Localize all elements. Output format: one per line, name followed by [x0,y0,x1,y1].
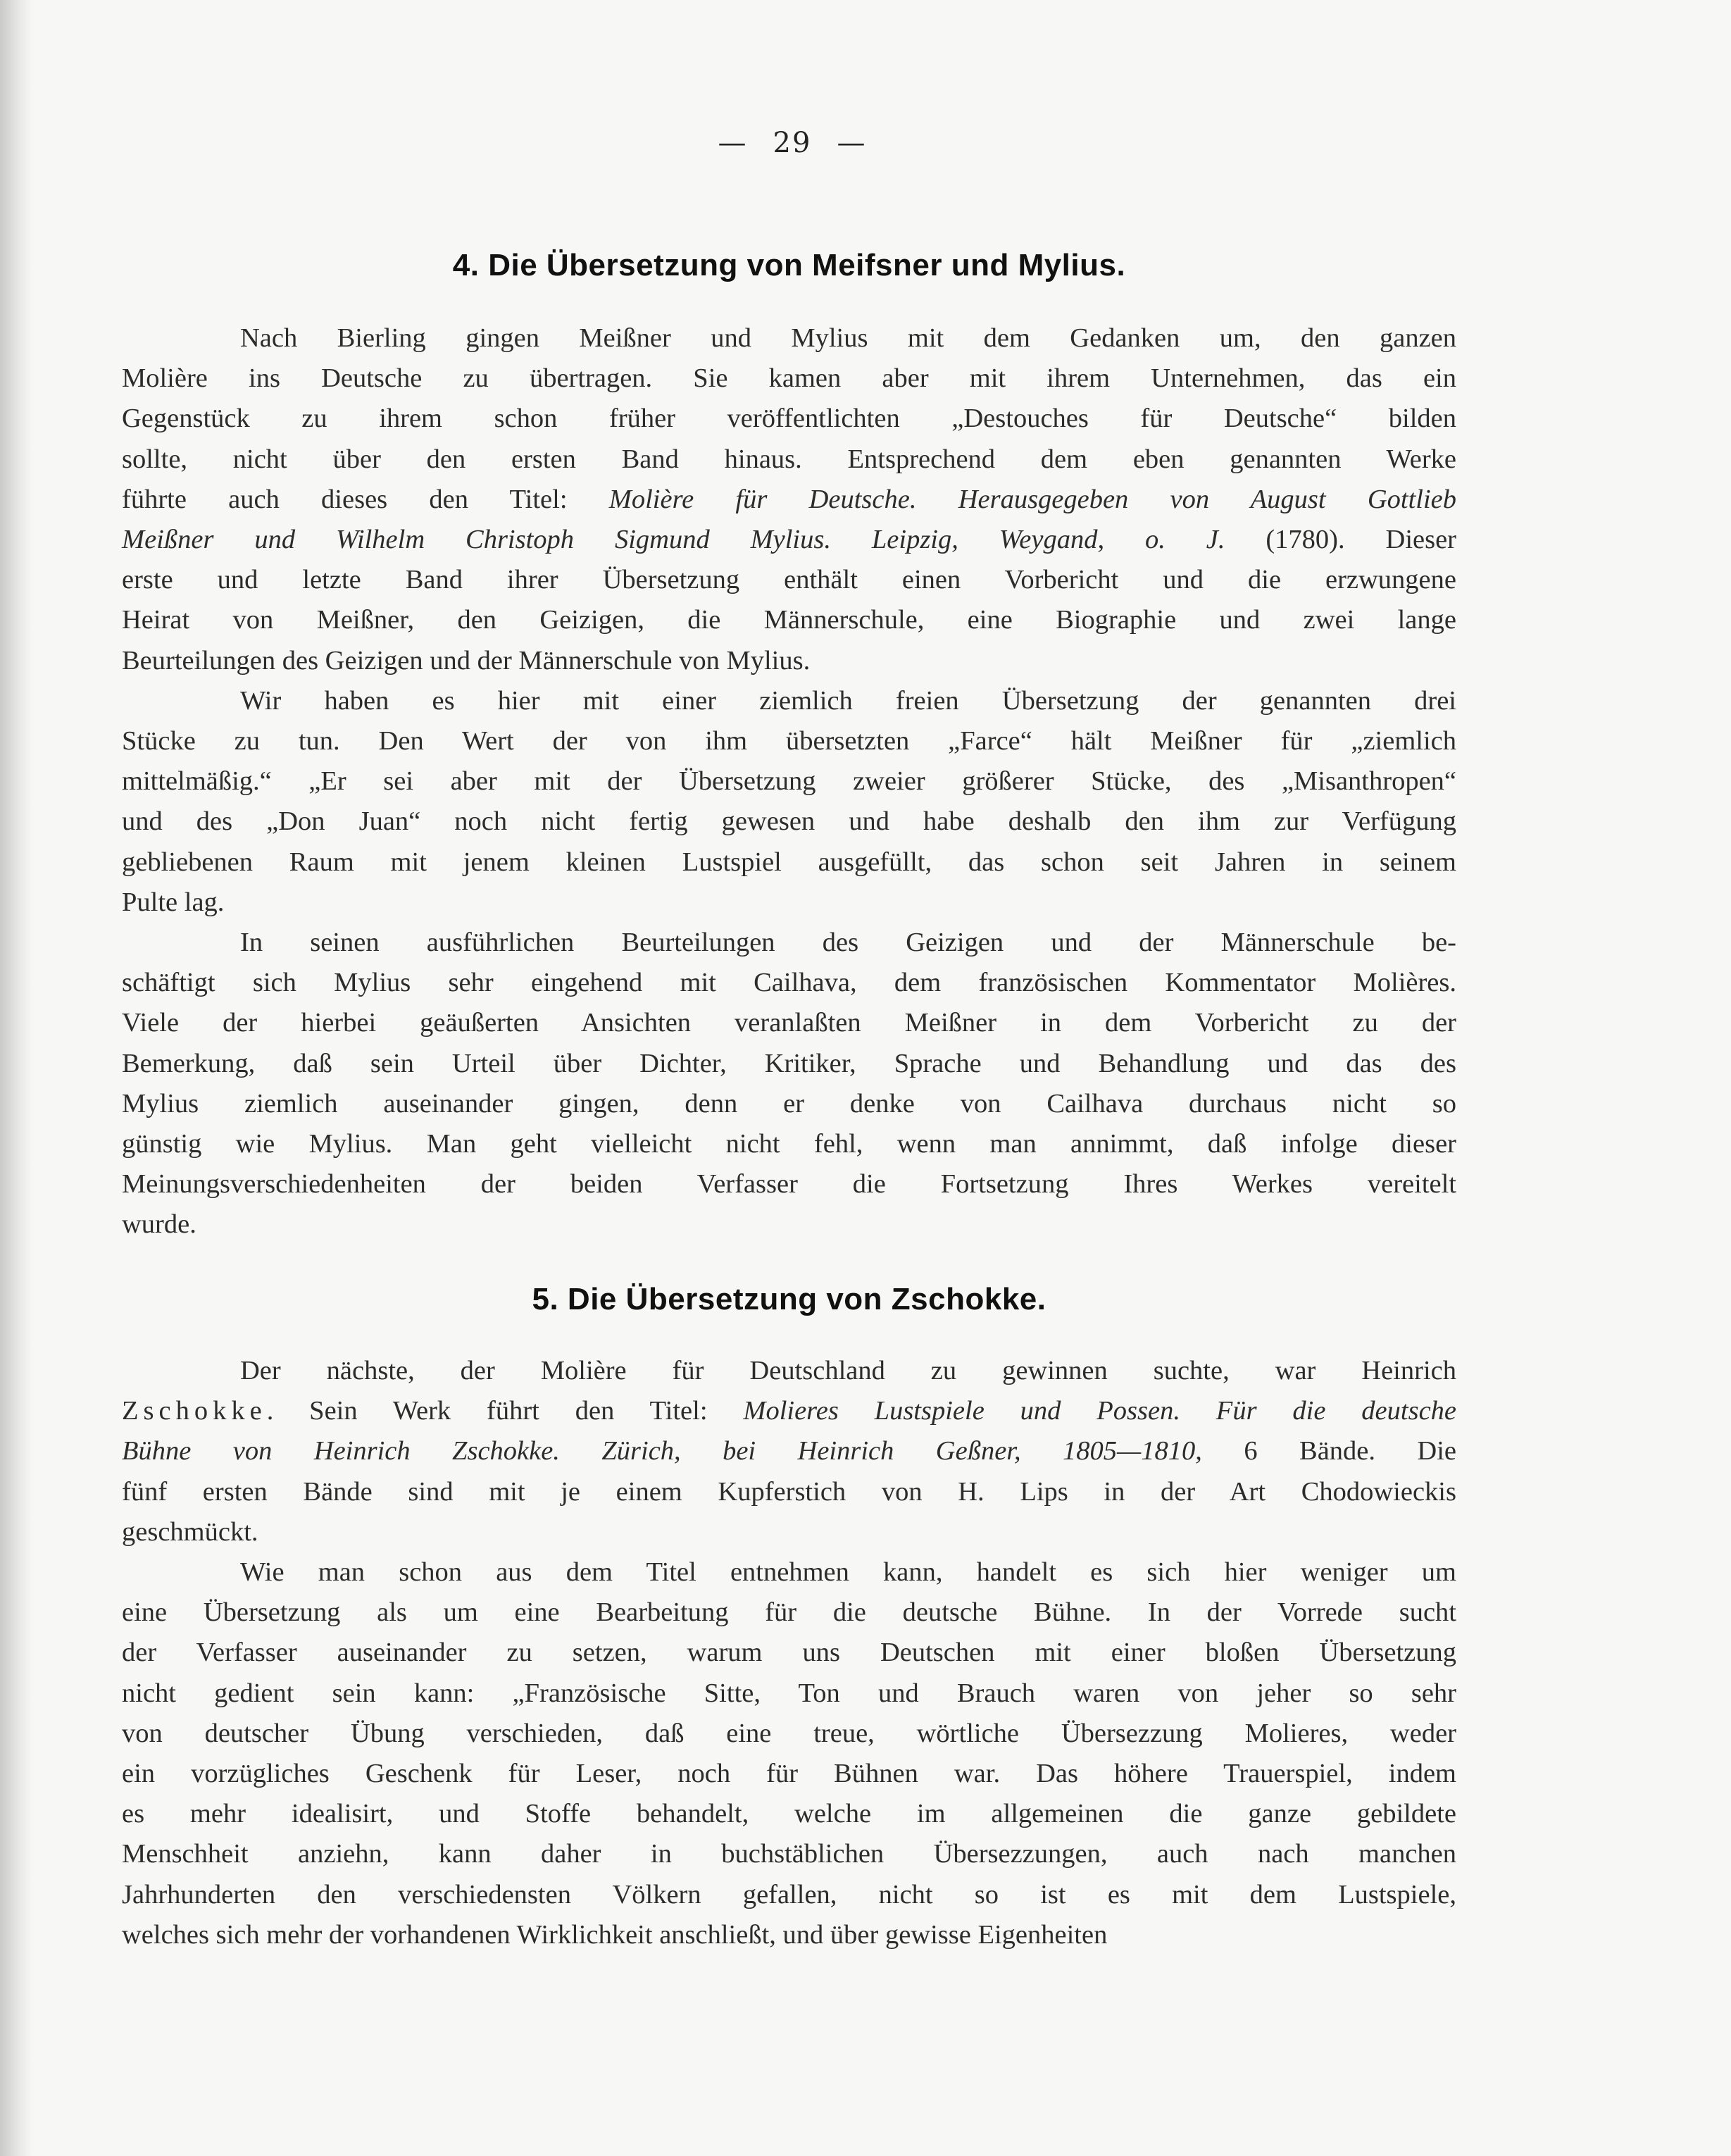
page-number-dash-right: — [837,127,867,159]
section-5-body [122,1351,1456,1955]
section-4 [122,248,1456,283]
italic-title: Molière für Deutsche. Herausgegeben von August Gottlieb [608,484,1457,514]
spaced-name: Zschokke [122,1396,267,1426]
text-line: Nach Bierling gingen Meißner und Mylius mit dem Gedanken um, den ganzen [240,323,1456,353]
text-line: wurde. [122,1209,196,1240]
text-line: Jahrhunderten den verschiedensten Völkern gefallen, nicht so ist es mit dem Lustspiele, [122,1879,1456,1909]
text-line: erste und letzte Band ihrer Übersetzung enthält einen Vorbericht und die erzwungene [122,565,1456,595]
text-line: In seinen ausführlichen Beurteilungen des Geizigen und der Männerschule be- [240,928,1456,958]
text-line: schäftigt sich Mylius sehr eingehend mit Cailhava, dem französischen Kommentator Molières. [122,968,1456,998]
text-line: es mehr idealisirt, und Stoffe behandelt, welche im allgemeinen die ganze gebildete [122,1799,1456,1829]
text-line: Pulte lag. [122,887,225,917]
section-5-paragraph-1 [122,1351,1456,1552]
text-line: Meinungsverschiedenheiten der beiden Verfasser die Fortsetzung Ihres Werkes vereitelt [122,1169,1456,1199]
text-run: (1780). Dieser [1225,525,1456,555]
text-line: Bemerkung, daß sein Urteil über Dichter, Kritiker, Sprache und Behandlung und das des [122,1048,1456,1078]
section-5-heading: 5. Die Übersetzung von Zschokke. [532,1282,1046,1316]
text-line: fünf ersten Bände sind mit je einem Kupferstich von H. Lips in der Art Chodowieckis [122,1476,1456,1507]
text-line: Molière ins Deutsche zu übertragen. Sie kamen aber mit ihrem Unternehmen, das ein [122,363,1456,394]
text-line: gebliebenen Raum mit jenem kleinen Lustspiel ausgefüllt, das schon seit Jahren in seinem [122,847,1456,877]
section-4-paragraph-2 [122,681,1456,923]
italic-title: Meißner und Wilhelm Christoph Sigmund Mylius. Leipzig, Weygand, o. J. [122,525,1225,555]
text-line: geschmückt. [122,1516,258,1547]
text-line: sollte, nicht über den ersten Band hinaus. Entsprechend dem eben genannten Werke [122,444,1456,474]
text-line: Stücke zu tun. Den Wert der von ihm übersetzten „Farce“ hält Meißner für „ziemlich [122,726,1456,756]
text-line: nicht gedient sein kann: „Französische Sitte, Ton und Brauch waren von jeher so sehr [122,1678,1456,1708]
text-line: Menschheit anziehn, kann daher in buchstäblichen Übersezzungen, auch nach manchen [122,1839,1456,1869]
text-line [122,1391,1456,1431]
text-line [122,480,1456,520]
italic-title: Molieres Lustspiele und Possen. Für die deutsche [743,1396,1456,1426]
text-line: von deutscher Übung verschieden, daß eine treue, wörtliche Übersezzung Molieres, weder [122,1718,1456,1748]
section-4-paragraph-3 [122,923,1456,1245]
text-line: Beurteilungen des Geizigen und der Männerschule von Mylius. [122,645,811,675]
section-5 [122,1282,1456,1317]
section-4-body [122,318,1456,1245]
text-run: führte auch dieses den Titel: [122,484,609,514]
text-run: 6 Bände. Die [1201,1436,1457,1466]
text-line: Wir haben es hier mit einer ziemlich freien Übersetzung der genannten drei [240,685,1456,716]
text-line: Heirat von Meißner, den Geizigen, die Männerschule, eine Biographie und zwei lange [122,605,1456,635]
text-line: Viele der hierbei geäußerten Ansichten veranlaßten Meißner in dem Vorbericht zu der [122,1008,1456,1038]
text-line [122,520,1456,560]
text-line: Wie man schon aus dem Titel entnehmen kann, handelt es sich hier weniger um [240,1557,1456,1588]
section-5-paragraph-2 [122,1552,1456,1955]
text-line: Mylius ziemlich auseinander gingen, denn er denke von Cailhava durchaus nicht so [122,1088,1456,1118]
page-number [0,127,1585,159]
text-line: mittelmäßig.“ „Er sei aber mit der Übersetzung zweier größerer Stücke, des „Misanthropen“ [122,766,1456,797]
italic-title: Bühne von Heinrich Zschokke. Zürich, bei Heinrich Geßner, 1805—1810, [122,1436,1202,1466]
section-4-heading: 4. Die Übersetzung von Meifsner und Mylius. [452,248,1126,282]
text-line: und des „Don Juan“ noch nicht fertig gewesen und habe deshalb den ihm zur Verfügung [122,806,1456,837]
text-line: ein vorzügliches Geschenk für Leser, noch für Bühnen war. Das höhere Trauerspiel, indem [122,1759,1456,1789]
text-line: eine Übersetzung als um eine Bearbeitung für die deutsche Bühne. In der Vorrede sucht [122,1597,1456,1628]
binding-shadow [0,0,32,2156]
text-line: günstig wie Mylius. Man geht vielleicht nicht fehl, wenn man annimmt, daß infolge dieser [122,1129,1456,1159]
text-line: der Verfasser auseinander zu setzen, warum uns Deutschen mit einer bloßen Übersetzung [122,1638,1456,1668]
page-number-dash-left: — [718,127,748,159]
text-line: Gegenstück zu ihrem schon früher veröffentlichten „Destouches für Deutsche“ bilden [122,404,1456,434]
page-number-value: 29 [773,127,812,159]
text-line: welches sich mehr der vorhandenen Wirklichkeit anschließt, und über gewisse Eigenheiten [122,1919,1108,1950]
text-line: Der nächste, der Molière für Deutschland zu gewinnen suchte, war Heinrich [240,1356,1456,1385]
text-line [122,1431,1456,1471]
section-4-paragraph-1 [122,318,1456,681]
text-run: . Sein Werk führt den Titel: [266,1396,744,1426]
